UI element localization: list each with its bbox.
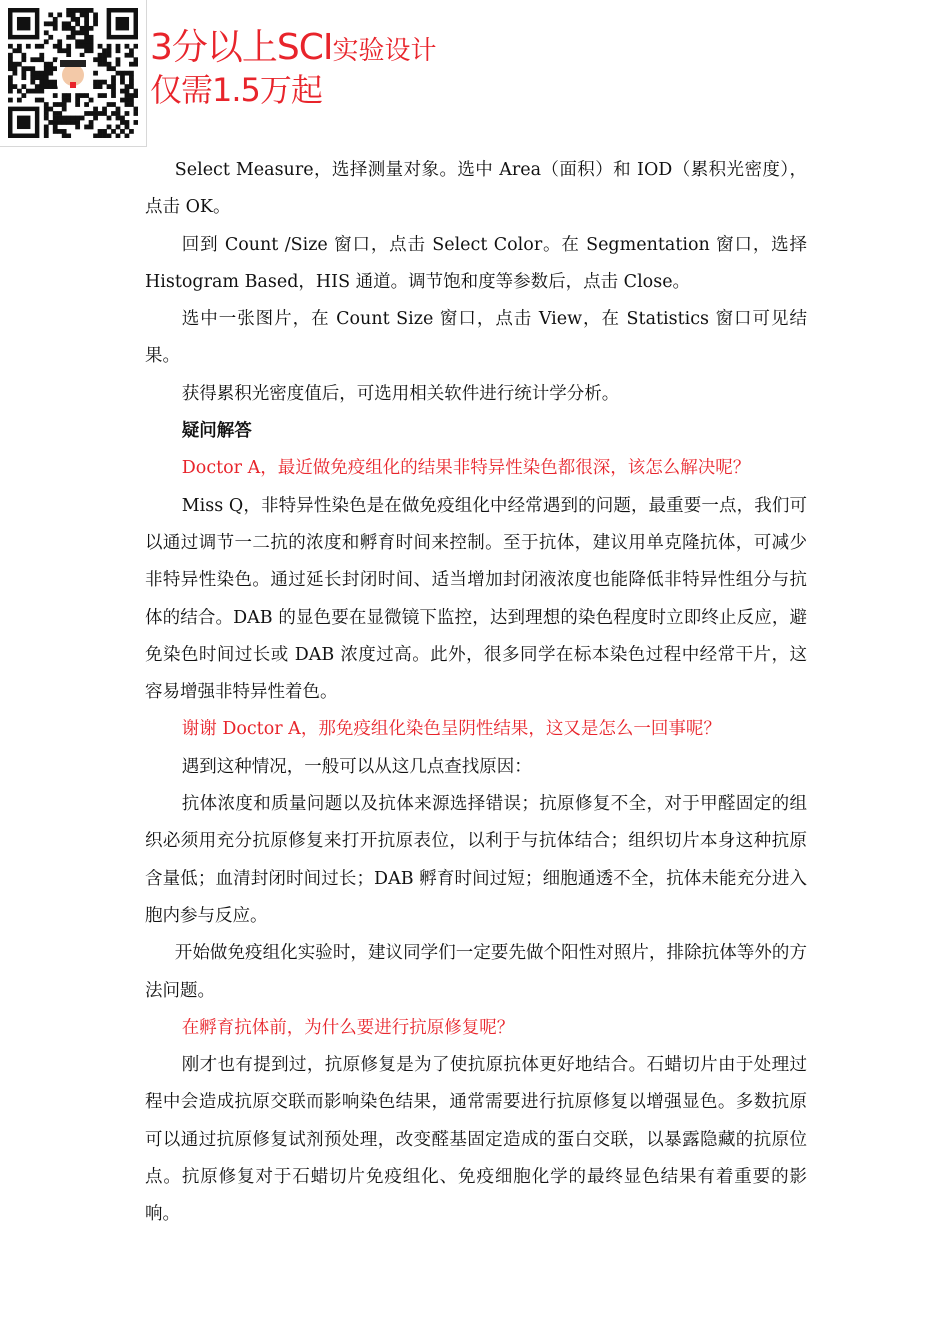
promo-header	[0, 0, 460, 148]
paragraph: 获得累积光密度值后，可选用相关软件进行统计学分析。	[181, 383, 620, 404]
paragraph: Select Measure，选择测量对象。选中 Area（面积）和 IOD（累积光密度），点击 OK。	[145, 160, 807, 218]
promo-line-1	[150, 27, 437, 68]
promo-line-1-suffix: 实验设计	[332, 36, 437, 66]
paragraph: 抗体浓度和质量问题以及抗体来源选择错误；抗原修复不全，对于甲醛固定的组织必须用充分抗原修复来打开抗原表位，以利于与抗体结合；组织切片本身这种抗原含量低；血清封闭时间过长；DAB 孵育时间过短；细胞通透不全，抗体未能充分进入胞内参与反应。	[145, 794, 807, 926]
section-heading: 疑问解答	[181, 421, 252, 442]
paragraph: 选中一张图片，在 Count Size 窗口，点击 View，在 Statistics 窗口可见结果。	[145, 309, 807, 367]
paragraph: 刚才也有提到过，抗原修复是为了使抗原抗体更好地结合。石蜡切片由于处理过程中会造成抗原交联而影响染色结果，通常需要进行抗原修复以增强显色。多数抗原可以通过抗原修复试剂预处理，改变醛基固定造成的蛋白交联，以暴露隐藏的抗原位点。抗原修复对于石蜡切片免疫组化、免疫细胞化学的最终显色结果有着重要的影响。	[145, 1055, 807, 1225]
qr-code[interactable]	[0, 0, 147, 147]
paragraph: 开始做免疫组化实验时，建议同学们一定要先做个阳性对照片，排除抗体等外的方法问题。	[145, 943, 807, 1001]
question-text: Doctor A，最近做免疫组化的结果非特异性染色都很深，该怎么解决呢？	[181, 458, 751, 479]
question-text: 在孵育抗体前，为什么要进行抗原修复呢？	[181, 1017, 515, 1038]
paragraph: Miss Q，非特异性染色是在做免疫组化中经常遇到的问题，最重要一点，我们可以通过调节一二抗的浓度和孵育时间来控制。至于抗体，建议用单克隆抗体，可减少非特异性染色。通过延长封闭时间、适当增加封闭液浓度也能降低非特异性组分与抗体的结合。DAB 的显色要在显微镜下监控，达到理想的染色程度时立即终止反应，避免染色时间过长或 DAB 浓度过高。此外，很多同学在标本染色过程中经常干片，这容易增强非特异性着色。	[145, 495, 807, 703]
promo-line-2: 仅需1.5万起	[150, 71, 322, 109]
qr-code-icon	[8, 8, 138, 138]
paragraph: 遇到这种情况，一般可以从这几点查找原因：	[181, 756, 532, 777]
paragraph: 回到 Count /Size 窗口，点击 Select Color。在 Segmentation 窗口，选择 Histogram Based，HIS 通道。调节饱和度等参数后，点击 Close。	[145, 234, 807, 292]
question-text: 谢谢 Doctor A，那免疫组化染色呈阴性结果，这又是怎么一回事呢？	[181, 719, 721, 740]
document-body	[145, 152, 807, 1234]
promo-text	[150, 27, 437, 109]
promo-line-1-main: 3分以上SCI	[150, 27, 333, 68]
